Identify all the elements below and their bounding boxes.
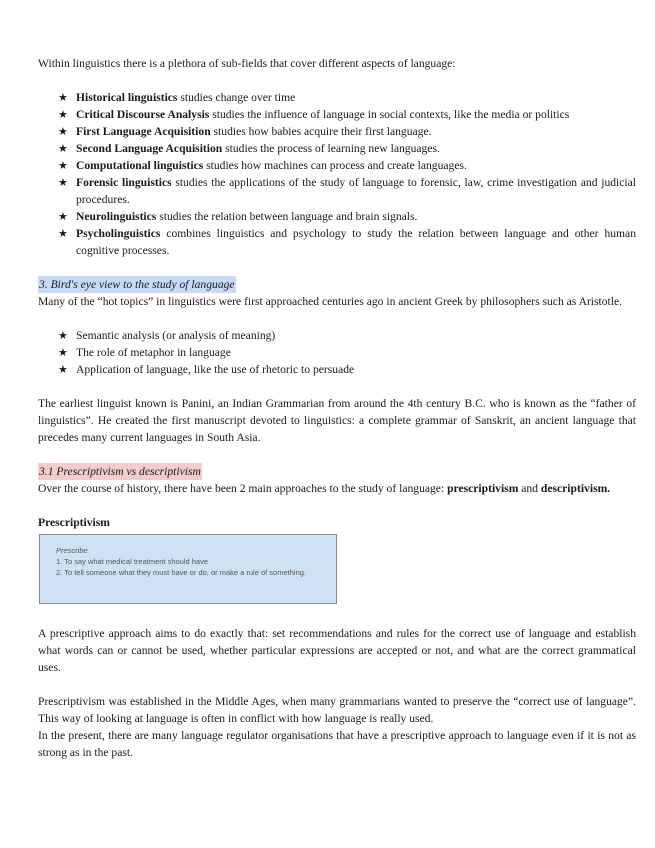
list-item [38, 174, 636, 208]
star-bullet-icon: ★ [58, 363, 68, 376]
subfield-term: Critical Discourse Analysis [76, 108, 210, 121]
definition-line: 1. To say what medical treatment should have [56, 557, 209, 566]
term-descriptivism: descriptivism. [540, 482, 611, 495]
list-item [38, 327, 636, 344]
list-item [38, 140, 636, 157]
section-3-paragraph: Many of the “hot topics” in linguistics were first approached centuries ago in ancient Greek by philosophers such as Aristotle. [38, 295, 623, 308]
star-bullet-icon: ★ [58, 329, 68, 342]
list-item [38, 89, 636, 106]
paragraph-text: Over the course of history, there have been 2 main approaches to the study of language: [38, 482, 448, 495]
list-item [38, 157, 636, 174]
subfield-term: Historical linguistics [76, 91, 178, 104]
topic-text: Semantic analysis (or analysis of meaning) [76, 329, 276, 342]
subfield-desc: studies the process of learning new languages. [222, 142, 440, 155]
subfield-desc: studies how babies acquire their first language. [210, 125, 432, 138]
subfield-term: First Language Acquisition [76, 125, 211, 138]
subfield-term: Psycholinguistics [76, 227, 161, 240]
list-item [38, 361, 636, 378]
star-bullet-icon: ★ [58, 176, 68, 189]
list-item [38, 225, 636, 259]
subfield-desc: studies how machines can process and create languages. [203, 159, 467, 172]
conjunction-text: and [518, 482, 541, 495]
star-bullet-icon: ★ [58, 108, 68, 121]
section-3-1-paragraph [38, 480, 636, 497]
list-item [38, 123, 636, 140]
subfield-term: Forensic linguistics [76, 176, 172, 189]
term-prescriptivism: prescriptivism [447, 482, 519, 495]
middle-ages-paragraph: Prescriptivism was established in the Middle Ages, when many grammarians wanted to preserve the “correct use of language”. This way of looking at language is often in conflict with how language is really used. [38, 695, 636, 725]
subfield-desc: studies change over time [177, 91, 296, 104]
subfield-term: Second Language Acquisition [76, 142, 223, 155]
subfield-desc: studies the influence of language in social contexts, like the media or politics [209, 108, 570, 121]
topic-text: Application of language, like the use of rhetoric to persuade [76, 363, 355, 376]
document-page [38, 55, 636, 761]
list-item [38, 106, 636, 123]
topic-text: The role of metaphor in language [76, 346, 231, 359]
subfield-desc: combines linguistics and psychology to study the relation between language and other human cognitive processes. [76, 227, 636, 257]
prescriptivism-subheading: Prescriptivism [38, 516, 110, 529]
star-bullet-icon: ★ [58, 125, 68, 138]
subfield-term: Neurolinguistics [76, 210, 157, 223]
panini-paragraph: The earliest linguist known is Panini, an Indian Grammarian from around the 4th century B.C. who is known as the “father of linguistics”. He created the first manuscript devoted to linguistics: a complete grammar of Sanskrit, an ancient language that precedes many current languages in South Asia. [38, 397, 636, 444]
star-bullet-icon: ★ [58, 91, 68, 104]
present-paragraph: In the present, there are many language regulator organisations that have a prescriptive approach to language even if it is not as strong as in the past. [38, 729, 636, 759]
topics-list [38, 327, 636, 378]
subfield-desc: studies the relation between language and brain signals. [156, 210, 418, 223]
definition-title: Prescribe [56, 546, 88, 555]
star-bullet-icon: ★ [58, 142, 68, 155]
definition-image [39, 534, 337, 604]
star-bullet-icon: ★ [58, 159, 68, 172]
prescriptive-approach-paragraph: A prescriptive approach aims to do exactly that: set recommendations and rules for the correct use of language and establish what words can or cannot be used, whether particular expressions are accepted or not, and what are the correct grammatical uses. [38, 627, 636, 674]
section-3-1-heading: 3.1 Prescriptivism vs descriptivism [39, 465, 201, 478]
definition-line: 2. To tell someone what they must have or do, or make a rule of something. [56, 568, 306, 577]
subfields-list [38, 89, 636, 259]
section-3-heading: 3. Bird's eye view to the study of language [39, 278, 235, 291]
subfield-desc: studies the applications of the study of language to forensic, law, crime investigation and judicial procedures. [76, 176, 636, 206]
star-bullet-icon: ★ [58, 346, 68, 359]
list-item [38, 344, 636, 361]
list-item [38, 208, 636, 225]
intro-paragraph: Within linguistics there is a plethora of sub-fields that cover different aspects of language: [38, 57, 456, 70]
star-bullet-icon: ★ [58, 227, 68, 240]
star-bullet-icon: ★ [58, 210, 68, 223]
subfield-term: Computational linguistics [76, 159, 204, 172]
